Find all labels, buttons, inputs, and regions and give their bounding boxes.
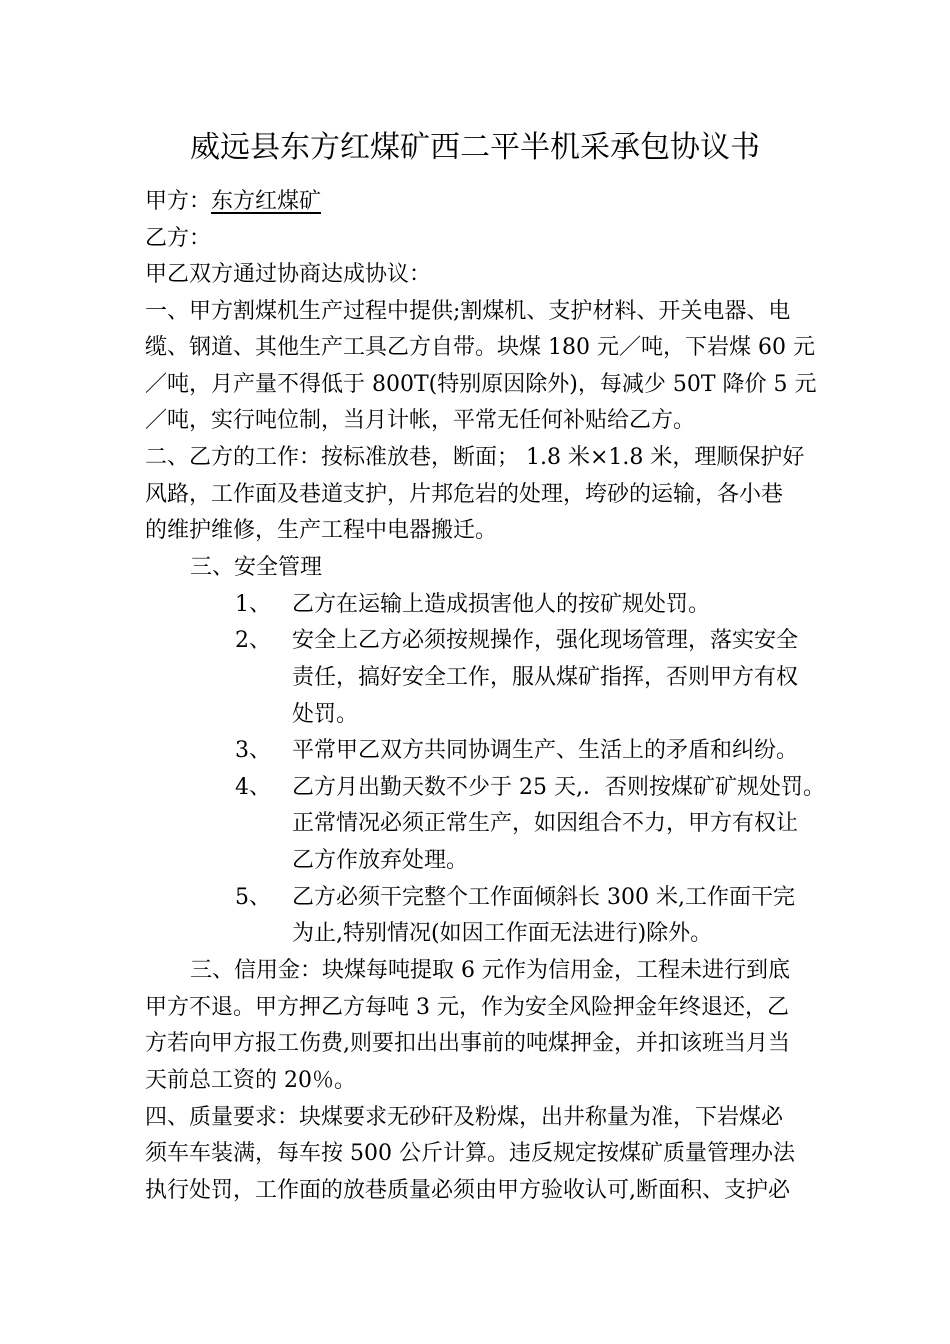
section1-line: 缆、钢道、其他生产工具乙方自带。块煤 180 元／吨，下岩煤 60 元 <box>145 335 815 360</box>
safety-item-line: 正常情况必须正常生产，如因组合不力，甲方有权让 <box>292 811 799 836</box>
safety-item-number: 5、 <box>235 885 271 910</box>
safety-item-number: 2、 <box>235 628 271 653</box>
section2-line: 二、乙方的工作：按标准放巷，断面； 1.8 米×1.8 米，理顺保护好 <box>145 445 805 470</box>
section2-line: 的维护维修，生产工程中电器搬迁。 <box>145 518 498 543</box>
party-a-label: 甲方： <box>145 189 212 214</box>
safety-item-line: 乙方月出勤天数不少于 25 天,．否则按煤矿矿规处罚。 <box>292 775 825 800</box>
party-a-line <box>145 187 321 217</box>
safety-item-number: 1、 <box>235 592 271 617</box>
section1-line: ／吨，实行吨位制，当月计帐，平常无任何补贴给乙方。 <box>145 408 696 433</box>
safety-item-line: 处罚。 <box>292 702 359 727</box>
quality-line: 四、质量要求：块煤要求无砂矸及粉煤，出井称量为准，下岩煤必 <box>145 1105 784 1130</box>
document-title: 威远县东方红煤矿西二平半机采承包协议书 <box>190 130 760 165</box>
quality-line: 执行处罚，工作面的放巷质量必须由甲方验收认可,断面积、支护必 <box>145 1178 790 1203</box>
credit-line: 三、信用金：块煤每吨提取 6 元作为信用金，工程未进行到底 <box>190 958 790 983</box>
credit-line: 方若向甲方报工伤费,则要扣出出事前的吨煤押金，并扣该班当月当 <box>145 1031 790 1056</box>
safety-item-line: 安全上乙方必须按规操作，强化现场管理，落实安全 <box>292 628 799 653</box>
section2-line: 风路，工作面及巷道支护，片邦危岩的处理，垮砂的运输，各小巷 <box>145 482 784 507</box>
safety-item-number: 3、 <box>235 738 271 763</box>
quality-line: 须车车装满，每车按 500 公斤计算。违反规定按煤矿质量管理办法 <box>145 1141 795 1166</box>
party-b-label: 乙方： <box>145 226 212 251</box>
safety-item-line: 平常甲乙双方共同协调生产、生活上的矛盾和纠纷。 <box>292 738 799 763</box>
section1-line: ／吨，月产量不得低于 800T(特别原因除外)，每减少 50T 降价 5 元 <box>145 372 817 397</box>
credit-line: 天前总工资的 20％。 <box>145 1068 356 1093</box>
safety-item-line: 乙方作放弃处理。 <box>292 848 469 873</box>
safety-item-line: 乙方在运输上造成损害他人的按矿规处罚。 <box>292 592 711 617</box>
section1-line: 一、甲方割煤机生产过程中提供;割煤机、支护材料、开关电器、电 <box>145 299 791 324</box>
safety-item-number: 4、 <box>235 775 271 800</box>
safety-item-line: 责任，搞好安全工作，服从煤矿指挥，否则甲方有权 <box>292 665 799 690</box>
intro-text: 甲乙双方通过协商达成协议： <box>145 262 432 287</box>
party-a-name: 东方红煤矿 <box>211 189 322 214</box>
section3-heading: 三、安全管理 <box>190 555 323 580</box>
safety-item-line: 乙方必须干完整个工作面倾斜长 300 米,工作面干完 <box>292 885 795 910</box>
credit-line: 甲方不退。甲方押乙方每吨 3 元，作为安全风险押金年终退还，乙 <box>145 995 789 1020</box>
safety-item-line: 为止,特别情况(如因工作面无法进行)除外。 <box>292 921 713 946</box>
